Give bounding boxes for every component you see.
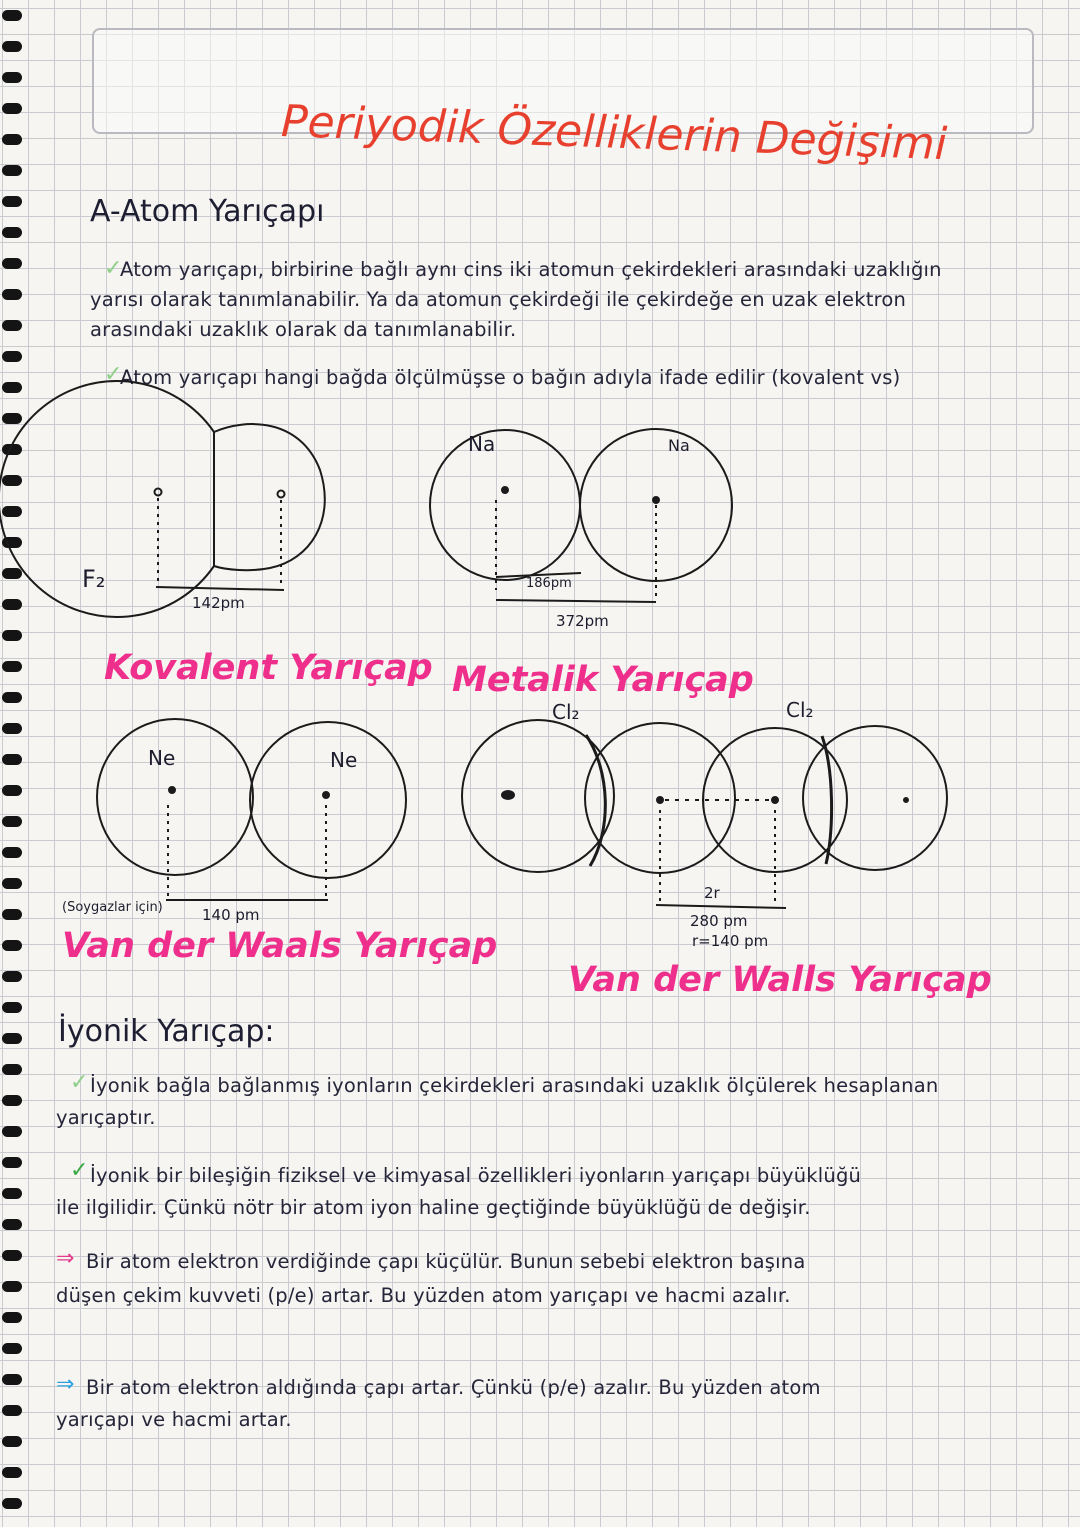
ionic-heading: İyonik Yarıçap: — [58, 1014, 275, 1049]
paragraph-line: arasındaki uzaklık olarak da tanımlanabilir. — [90, 318, 517, 341]
paragraph-line: Atom yarıçapı, birbirine bağlı aynı cins iki atomun çekirdekleri arasındaki uzaklığın — [120, 258, 942, 281]
atom-circle — [250, 722, 406, 878]
paragraph-line: Atom yarıçapı hangi bağda ölçülmüşse o bağın adıyla ifade edilir (kovalent vs) — [120, 366, 901, 389]
metallic-caption: Metalik Yarıçap — [452, 660, 754, 700]
nucleus — [169, 787, 175, 793]
atom-circle — [430, 430, 580, 580]
distance-line — [496, 600, 656, 602]
paragraph-line: düşen çekim kuvveti (p/e) artar. Bu yüzden atom yarıçapı ve hacmi azalır. — [56, 1284, 791, 1307]
paragraph-line: ile ilgilidir. Çünkü nötr bir atom iyon haline geçtiğinde büyüklüğü de değişir. — [56, 1196, 811, 1219]
page-title: Periyodik Özelliklerin Değişimi — [280, 96, 948, 171]
distance-line — [156, 587, 284, 590]
nucleus — [653, 497, 659, 503]
noble-gas-note: (Soygazlar için) — [62, 900, 163, 915]
paragraph-line: yarısı olarak tanımlanabilir. Ya da atomun çekirdeği ile çekirdeğe en uzak elektron — [90, 288, 907, 311]
molecule-label: Cl₂ — [786, 698, 814, 722]
nucleus — [502, 487, 508, 493]
section-a-heading: A-Atom Yarıçapı — [90, 194, 325, 229]
paragraph-line: İyonik bir bileşiğin fiziksel ve kimyasal özellikleri iyonların yarıçapı büyüklüğü — [90, 1164, 862, 1187]
paragraph-line: Bir atom elektron aldığında çapı artar. Çünkü (p/e) azalır. Bu yüzden atom — [86, 1376, 821, 1399]
check-icon: ✓ — [70, 1158, 89, 1183]
paragraph-line: yarıçapı ve hacmi artar. — [56, 1408, 292, 1431]
nucleus — [657, 797, 663, 803]
distance-label: 372pm — [556, 612, 609, 630]
atom-label: Na — [468, 432, 496, 456]
paragraph-line: Bir atom elektron verdiğinde çapı küçülür. Bunun sebebi elektron başına — [86, 1250, 806, 1273]
radius-label: 186pm — [526, 576, 572, 591]
paragraph-line: yarıçaptır. — [56, 1106, 156, 1129]
distance-label: 142pm — [192, 594, 245, 612]
check-icon: ✓ — [104, 256, 123, 281]
vdw-chlorine-diagram — [462, 720, 947, 908]
vdw-noble-diagram — [97, 719, 406, 900]
vdw-noble-caption: Van der Waals Yarıçap — [62, 926, 498, 966]
arrow-icon: ⇒ — [56, 1246, 75, 1271]
covalent-caption: Kovalent Yarıçap — [104, 648, 433, 688]
nucleus — [904, 798, 908, 802]
two-r-label: 2r — [704, 884, 720, 902]
distance-label: 280 pm — [690, 912, 748, 930]
atom-label: Ne — [330, 748, 358, 772]
nucleus — [278, 491, 285, 498]
molecule-label: Cl₂ — [552, 700, 580, 724]
atom-circle — [97, 719, 253, 875]
distance-label: 140 pm — [202, 906, 260, 924]
molecule-label: F₂ — [82, 565, 106, 593]
covalent-diagram — [0, 381, 325, 617]
nucleus — [502, 791, 514, 799]
atom-circle — [214, 424, 325, 570]
atom-label: Na — [668, 436, 690, 455]
vdw-chlorine-caption: Van der Walls Yarıçap — [568, 960, 992, 1000]
check-icon: ✓ — [104, 362, 123, 387]
nucleus — [323, 792, 329, 798]
nucleus — [155, 489, 162, 496]
atom-circle — [0, 381, 214, 617]
check-icon: ✓ — [70, 1070, 89, 1095]
nucleus — [772, 797, 778, 803]
atom-label: Ne — [148, 746, 176, 770]
paragraph-line: İyonik bağla bağlanmış iyonların çekirdekleri arasındaki uzaklık ölçülerek hesaplanan — [90, 1074, 939, 1097]
distance-line — [656, 905, 786, 908]
radius-label: r=140 pm — [692, 932, 769, 950]
arrow-icon: ⇒ — [56, 1372, 75, 1397]
